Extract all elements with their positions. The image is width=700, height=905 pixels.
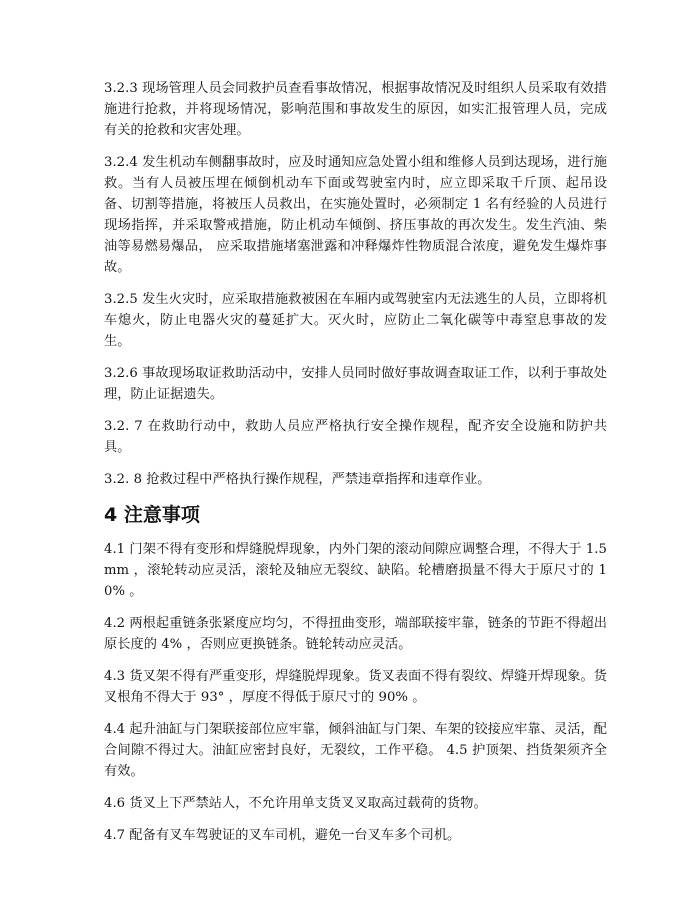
paragraph-4-7: 4.7 配备有叉车驾驶证的叉车司机，避免一台叉车多个司机。 xyxy=(104,828,461,843)
paragraph-3-2-7: 3.2. 7 在救助行动中，救助人员应严格执行安全操作规程，配齐安全设施和防护共具。 xyxy=(104,419,607,455)
paragraph-4-2: 4.2 两根起重链条张紧度应均匀，不得扭曲变形，端部联接牢靠，链条的节距不得超出原长度的 4% ，否则应更换链条。链轮转动应灵活。 xyxy=(104,616,607,652)
section-heading-4: 4 注意事项 xyxy=(104,504,200,526)
paragraph-4-4: 4.4 起升油缸与门架联接部位应牢靠，倾斜油缸与门架、车架的铰接应牢靠、灵活，配合间隙不得过大。油缸应密封良好，无裂纹，工作平稳。 4.5 护顶架、挡货架须齐全有效。 xyxy=(104,722,607,779)
paragraph-4-3: 4.3 货叉架不得有严重变形，焊缝脱焊现象。货叉表面不得有裂纹、焊缝开焊现象。货叉根角不得大于 93° ，厚度不得低于原尺寸的 90% 。 xyxy=(104,669,607,705)
paragraph-3-2-3: 3.2.3 现场管理人员会同救护员查看事故情况，根据事故情况及时组织人员采取有效措施进行抢救，并将现场情况，影响范围和事故发生的原因，如实汇报管理人员，完成有关的抢救和灾害处理。 xyxy=(104,81,607,138)
paragraph-3-2-6: 3.2.6 事故现场取证救助活动中，安排人员同时做好事故调查取证工作，以利于事故处理，防止证据遗失。 xyxy=(104,366,607,402)
paragraph-4-6: 4.6 货叉上下严禁站人，不允许用单支货叉叉取高过载荷的货物。 xyxy=(104,796,487,811)
paragraph-3-2-5: 3.2.5 发生火灾时，应采取措施救被困在车厢内或驾驶室内无法逃生的人员，立即将机车熄火，防止电器火灾的蔓延扩大。灭火时，应防止二氧化碳等中毒窒息事故的发生。 xyxy=(104,292,607,349)
paragraph-3-2-4: 3.2.4 发生机动车侧翻事故时，应及时通知应急处置小组和维修人员到达现场，进行施救。当有人员被压埋在倾倒机动车下面或驾驶室内时，应立即采取千斤顶、起吊设备、切割等措施，将被压人员救出，在实施处置时，必须制定 1 名有经验的人员进行现场指挥，并采取警戒措施，防止机动车倾倒、挤压事故的再次发生。发生汽油、柴油等易燃易爆品， 应采取措施堵塞泄露和冲释爆炸性物质混合浓度，避免发生爆炸事故。 xyxy=(104,155,607,275)
paragraph-3-2-8: 3.2. 8 抢救过程中严格执行操作规程，严禁违章指挥和违章作业。 xyxy=(104,472,491,487)
document-body xyxy=(104,78,607,857)
paragraph-4-1: 4.1 门架不得有变形和焊缝脱焊现象，内外门架的滚动间隙应调整合理，不得大于 1.5mm ，滚轮转动应灵活，滚轮及轴应无裂纹、缺陷。轮槽磨损量不得大于原尺寸的 10% 。 xyxy=(104,542,607,599)
